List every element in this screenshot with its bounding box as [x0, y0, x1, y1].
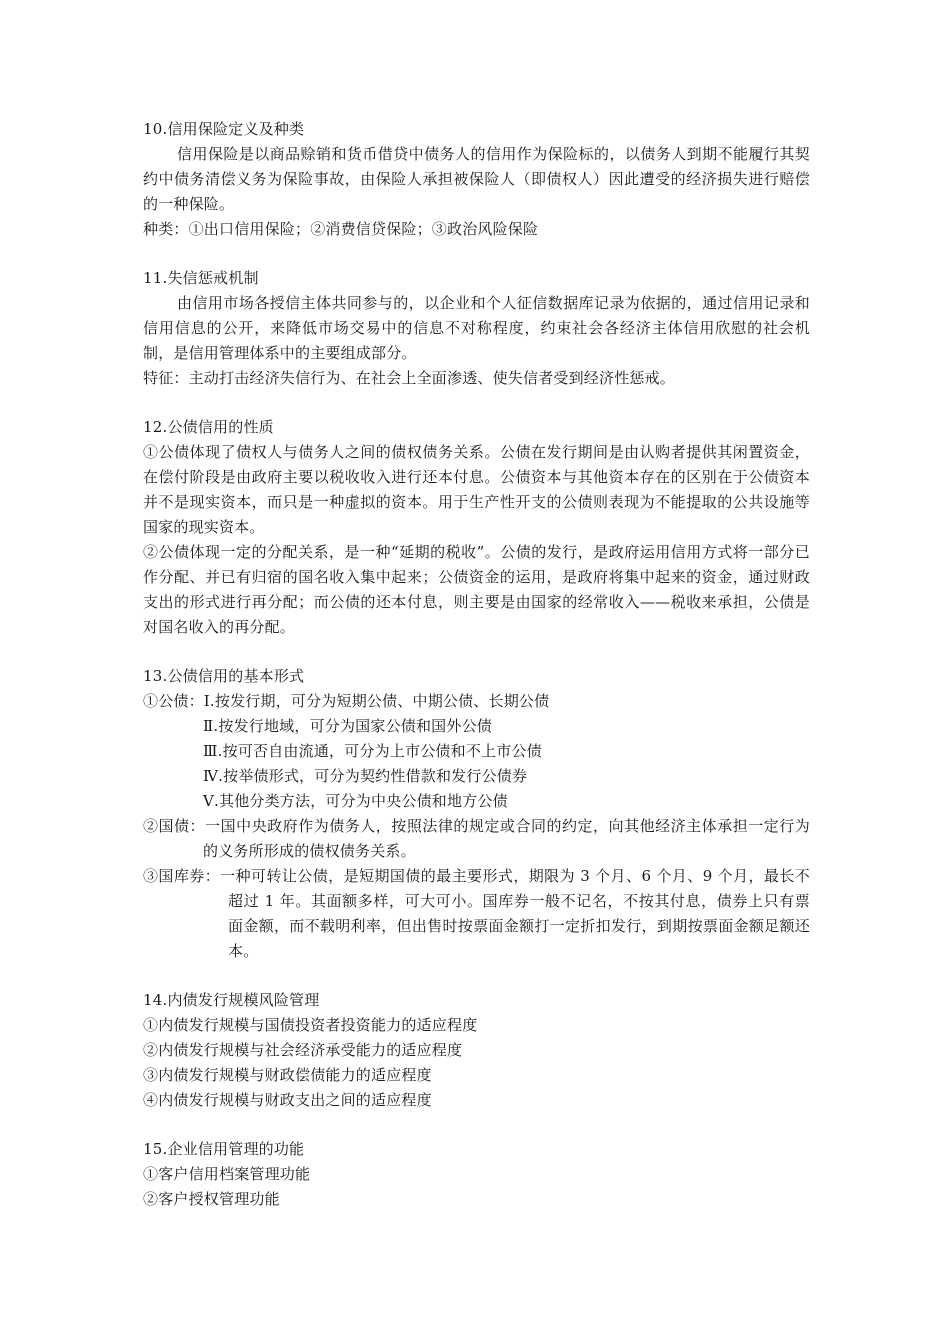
list-item: ③内债发行规模与财政偿债能力的适应程度 — [143, 1066, 432, 1084]
national-debt-definition: ②国债：一国中央政府作为债务人，按照法律的规定或合同的约定，向其他经济主体承担一定行为的义务所形成的债权债务关系。 — [143, 817, 810, 860]
bond-classification-item: Ⅱ.按发行地域，可分为国家公债和国外公债 — [203, 717, 492, 735]
list-item: ④内债发行规模与财政支出之间的适应程度 — [143, 1091, 432, 1109]
section-12 — [143, 415, 810, 640]
section-heading: 13.公债信用的基本形式 — [143, 667, 305, 685]
bond-classification-first: ①公债：Ⅰ.按发行期，可分为短期公债、中期公债、长期公债 — [143, 692, 550, 710]
section-heading: 15.企业信用管理的功能 — [143, 1140, 305, 1158]
list-item: ①客户信用档案管理功能 — [143, 1165, 311, 1183]
treasury-bill-definition: ③国库券：一种可转让公债，是短期国债的最主要形式，期限为 3 个月、6 个月、9 个月，最长不超过 1 年。其面额多样，可大可小。国库券一般不记名，不按其付息，债券上只有票面金额，而不载明利率，但出售时按票面金额打一定折扣发行，到期按票面金额足额还本。 — [143, 867, 810, 960]
list-item: ②客户授权管理功能 — [143, 1190, 280, 1208]
list-item: ①内债发行规模与国债投资者投资能力的适应程度 — [143, 1016, 478, 1034]
section-14 — [143, 988, 810, 1113]
section-paragraph: 由信用市场各授信主体共同参与的，以企业和个人征信数据库记录为依据的，通过信用记录和信用信息的公开，来降低市场交易中的信息不对称程度，约束社会各经济主体信用欣慰的社会机制，是信用管理体系中的主要组成部分。 — [143, 294, 810, 362]
section-13 — [143, 664, 810, 964]
bond-classification-item: Ⅴ.其他分类方法，可分为中央公债和地方公债 — [203, 792, 508, 810]
section-heading: 12.公债信用的性质 — [143, 418, 274, 436]
section-heading: 11.失信惩戒机制 — [143, 269, 259, 287]
section-line: 种类：①出口信用保险；②消费信贷保险；③政治风险保险 — [143, 220, 539, 238]
section-heading: 14.内债发行规模风险管理 — [143, 991, 320, 1009]
section-paragraph: ②公债体现一定的分配关系，是一种“延期的税收”。公债的发行，是政府运用信用方式将一部分已作分配、并已有归宿的国名收入集中起来；公债资金的运用，是政府将集中起来的资金，通过财政支出的形式进行再分配；而公债的还本付息，则主要是由国家的经常收入——税收来承担，公债是对国名收入的再分配。 — [143, 543, 810, 636]
list-item: ②内债发行规模与社会经济承受能力的适应程度 — [143, 1041, 463, 1059]
section-heading: 10.信用保险定义及种类 — [143, 120, 305, 138]
bond-classification-item: Ⅲ.按可否自由流通，可分为上市公债和不上市公债 — [203, 742, 542, 760]
bond-classification-item: Ⅳ.按举债形式，可分为契约性借款和发行公债券 — [203, 767, 528, 785]
section-paragraph: ①公债体现了债权人与债务人之间的债权债务关系。公债在发行期间是由认购者提供其闲置资金，在偿付阶段是由政府主要以税收收入进行还本付息。公债资本与其他资本存在的区别在于公债资本并不是现实资本，而只是一种虚拟的资本。用于生产性开支的公债则表现为不能提取的公共设施等国家的现实资本。 — [143, 443, 810, 536]
section-10 — [143, 117, 810, 242]
section-15 — [143, 1137, 810, 1212]
section-line: 特征：主动打击经济失信行为、在社会上全面渗透、使失信者受到经济性惩戒。 — [143, 369, 676, 387]
section-paragraph: 信用保险是以商品赊销和货币借贷中债务人的信用作为保险标的，以债务人到期不能履行其契约中债务清偿义务为保险事故，由保险人承担被保险人（即债权人）因此遭受的经济损失进行赔偿的一种保险。 — [143, 145, 810, 213]
section-11 — [143, 266, 810, 391]
